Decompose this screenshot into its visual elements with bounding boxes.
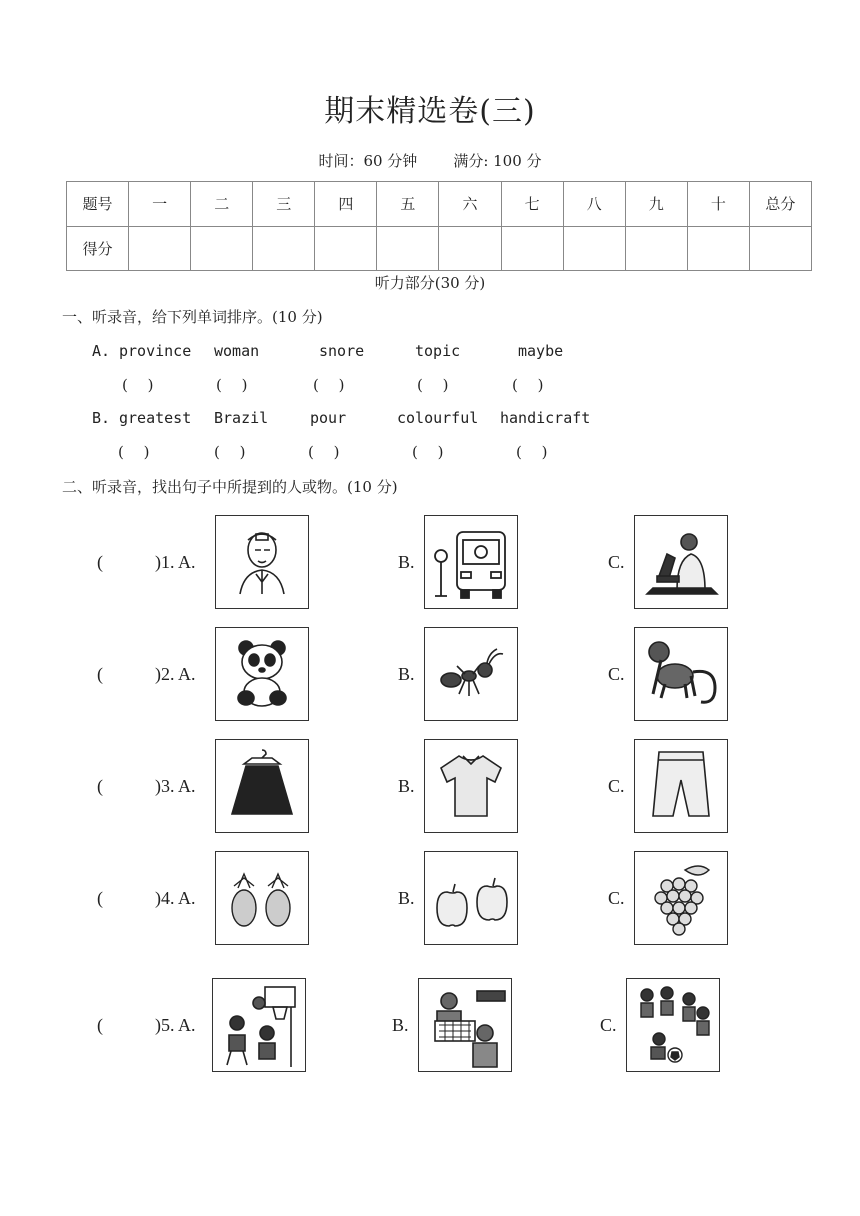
score-input-cell[interactable] <box>439 226 501 271</box>
score-table-row <box>67 226 812 271</box>
option-b-label: B. <box>392 1015 409 1035</box>
question-5 <box>97 1015 217 1039</box>
full-score: 满分: 100 分 <box>453 152 542 170</box>
answer-paren-open[interactable]: ( <box>97 664 103 684</box>
answer-blank[interactable]: ( ) <box>122 376 154 394</box>
score-input-cell[interactable] <box>191 226 253 271</box>
word: province <box>119 342 192 360</box>
word-row-a <box>92 342 652 362</box>
question-number: )4. A. <box>155 888 196 908</box>
basketball-icon[interactable] <box>212 978 306 1072</box>
score-cell: 五 <box>377 182 439 227</box>
option-c-label: C. <box>608 776 625 796</box>
score-cell: 二 <box>191 182 253 227</box>
option-b-label: B. <box>398 552 415 572</box>
score-cell: 八 <box>563 182 625 227</box>
score-input-cell[interactable] <box>377 226 439 271</box>
question-number: )3. A. <box>155 776 196 796</box>
question-number: )2. A. <box>155 664 196 684</box>
option-c-label: C. <box>608 552 625 572</box>
question-number: )1. A. <box>155 552 196 572</box>
row-label: B. <box>92 409 111 427</box>
score-table <box>66 181 812 271</box>
score-table-header <box>67 182 812 227</box>
score-cell: 一 <box>129 182 191 227</box>
part1-heading: 一、听录音，给下列单词排序。(10 分) <box>62 308 323 326</box>
score-cell: 题号 <box>67 182 129 227</box>
score-input-cell[interactable] <box>501 226 563 271</box>
grapes-icon[interactable] <box>634 851 728 945</box>
word: topic <box>415 342 461 360</box>
answer-blank[interactable]: ( ) <box>214 443 246 461</box>
monkey-icon[interactable] <box>634 627 728 721</box>
word-row-b <box>92 409 652 429</box>
word: colourful <box>397 409 479 427</box>
score-input-cell[interactable] <box>625 226 687 271</box>
question-number: )5. A. <box>155 1015 196 1035</box>
time-limit: 时间：60 分钟 <box>318 152 418 170</box>
question-3 <box>97 776 217 800</box>
question-1 <box>97 552 217 576</box>
option-b-label: B. <box>398 776 415 796</box>
bus-driver-icon[interactable] <box>424 515 518 609</box>
option-b-label: B. <box>398 888 415 908</box>
doctor-icon[interactable] <box>215 515 309 609</box>
word: maybe <box>518 342 564 360</box>
answer-blank[interactable]: ( ) <box>417 376 449 394</box>
score-input-cell[interactable] <box>687 226 749 271</box>
answer-blank[interactable]: ( ) <box>516 443 548 461</box>
word: handicraft <box>500 409 591 427</box>
answer-blank[interactable]: ( ) <box>308 443 340 461</box>
score-input-cell[interactable] <box>253 226 315 271</box>
answer-paren-open[interactable]: ( <box>97 888 103 908</box>
answer-blank[interactable]: ( ) <box>412 443 444 461</box>
listening-section-title: 听力部分(30 分) <box>374 274 486 292</box>
exam-meta <box>0 150 860 171</box>
part2-heading: 二、听录音，找出句子中所提到的人或物。(10 分) <box>62 478 398 496</box>
panda-icon[interactable] <box>215 627 309 721</box>
score-cell: 十 <box>687 182 749 227</box>
skirt-icon[interactable] <box>215 739 309 833</box>
option-c-label: C. <box>608 888 625 908</box>
option-b-label: B. <box>398 664 415 684</box>
answer-paren-open[interactable]: ( <box>97 776 103 796</box>
football-icon[interactable] <box>626 978 720 1072</box>
score-row-label: 得分 <box>67 226 129 271</box>
option-c-label: C. <box>600 1015 617 1035</box>
ant-icon[interactable] <box>424 627 518 721</box>
answer-paren-open[interactable]: ( <box>97 1015 103 1035</box>
score-input-cell[interactable] <box>315 226 377 271</box>
answer-paren-open[interactable]: ( <box>97 552 103 572</box>
word: Brazil <box>214 409 269 427</box>
word: snore <box>319 342 365 360</box>
row-label: A. <box>92 342 111 360</box>
question-4 <box>97 888 217 912</box>
answer-blank[interactable]: ( ) <box>512 376 544 394</box>
page-title: 期末精选卷(三) <box>324 94 536 129</box>
score-cell: 七 <box>501 182 563 227</box>
score-cell: 总分 <box>749 182 811 227</box>
answer-blank[interactable]: ( ) <box>216 376 248 394</box>
shorts-icon[interactable] <box>634 739 728 833</box>
scientist-icon[interactable] <box>634 515 728 609</box>
question-2 <box>97 664 217 688</box>
score-input-cell[interactable] <box>749 226 811 271</box>
score-cell: 九 <box>625 182 687 227</box>
apples-icon[interactable] <box>424 851 518 945</box>
word: woman <box>214 342 260 360</box>
pineapples-icon[interactable] <box>215 851 309 945</box>
score-cell: 四 <box>315 182 377 227</box>
score-cell: 六 <box>439 182 501 227</box>
score-input-cell[interactable] <box>563 226 625 271</box>
option-c-label: C. <box>608 664 625 684</box>
answer-blank[interactable]: ( ) <box>313 376 345 394</box>
word: pour <box>310 409 347 427</box>
score-cell: 三 <box>253 182 315 227</box>
answer-blank[interactable]: ( ) <box>118 443 150 461</box>
score-input-cell[interactable] <box>129 226 191 271</box>
shirt-icon[interactable] <box>424 739 518 833</box>
word: greatest <box>119 409 192 427</box>
chess-icon[interactable] <box>418 978 512 1072</box>
